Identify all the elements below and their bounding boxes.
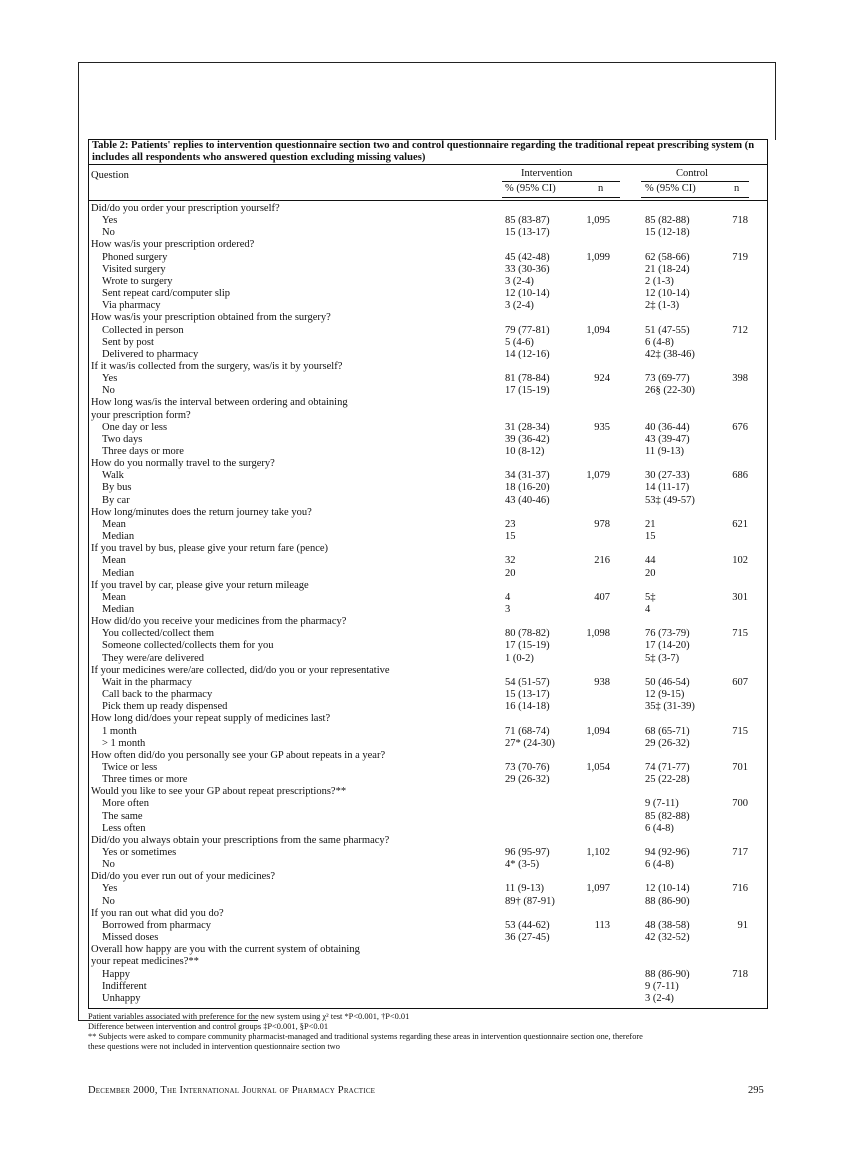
row-label: Happy — [102, 968, 130, 980]
intervention-pct: 17 (15-19) — [505, 640, 550, 652]
control-pct: 53‡ (49-57) — [645, 494, 695, 506]
intervention-n: 216 — [594, 555, 610, 567]
control-pct: 2‡ (1-3) — [645, 300, 680, 312]
table-row — [89, 762, 765, 774]
table-row — [89, 896, 765, 908]
intervention-pct: 85 (83-87) — [505, 215, 550, 227]
row-label: Delivered to pharmacy — [102, 348, 199, 360]
intervention-pct: 27* (24-30) — [505, 737, 555, 749]
question-row — [89, 580, 765, 592]
table-row — [89, 920, 765, 932]
control-pct: 21 — [645, 518, 656, 530]
row-label: No — [102, 895, 115, 907]
table-row — [89, 227, 765, 239]
intervention-pct: 34 (31-37) — [505, 470, 550, 482]
table-row — [89, 701, 765, 713]
intervention-pct: 39 (36-42) — [505, 433, 550, 445]
table-row — [89, 276, 765, 288]
row-label: Borrowed from pharmacy — [102, 919, 212, 931]
row-label: Wrote to surgery — [102, 275, 173, 287]
row-label: Three days or more — [102, 446, 184, 457]
row-label: Indifferent — [102, 980, 147, 992]
row-label: 1 month — [102, 725, 137, 737]
header-rule-top — [89, 164, 768, 165]
control-n: 301 — [732, 591, 748, 603]
table-row — [89, 738, 765, 750]
header-rule-bottom — [89, 200, 768, 201]
control-n: 715 — [732, 628, 748, 640]
control-pct: 40 (36-44) — [645, 421, 690, 433]
intervention-n: 938 — [594, 676, 610, 688]
control-pct: 15 (12-18) — [645, 227, 690, 239]
control-n: 398 — [732, 373, 748, 385]
table-row — [89, 325, 765, 337]
row-label: Visited surgery — [102, 263, 166, 275]
row-label: Someone collected/collects them for you — [102, 640, 274, 652]
intervention-pct: 73 (70-76) — [505, 761, 550, 773]
table-row — [89, 215, 765, 227]
control-pct: 6 (4-8) — [645, 822, 674, 834]
intervention-pct: 54 (51-57) — [505, 676, 550, 688]
table-row — [89, 434, 765, 446]
intervention-group-rule — [502, 181, 620, 182]
row-label: How long did/does your repeat supply of medicines last? — [91, 713, 331, 725]
question-row — [89, 908, 765, 920]
control-pct: 21 (18-24) — [645, 263, 690, 275]
row-label: Call back to the pharmacy — [102, 689, 213, 700]
control-col-rule — [641, 197, 749, 198]
table-row — [89, 264, 765, 276]
control-n: 719 — [732, 251, 748, 263]
row-label: How long was/is the interval between ordering and obtaining — [91, 397, 348, 409]
header-control-pct: % (95% CI) — [645, 183, 696, 194]
row-label: Collected in person — [102, 324, 184, 336]
table-row — [89, 531, 765, 543]
footnote-2: Difference between intervention and control groups ‡P<0.001, §P<0.01 — [88, 1022, 329, 1031]
intervention-pct: 3 (2-4) — [505, 300, 534, 312]
table-row — [89, 252, 765, 264]
control-n: 621 — [732, 518, 748, 530]
control-pct: 3 (2-4) — [645, 992, 674, 1004]
control-n: 700 — [732, 798, 748, 810]
intervention-pct: 33 (30-36) — [505, 263, 550, 275]
control-pct: 74 (71-77) — [645, 761, 690, 773]
question-row — [89, 616, 765, 628]
table-row — [89, 592, 765, 604]
control-pct: 29 (26-32) — [645, 737, 690, 749]
question-row — [89, 956, 765, 968]
control-pct: 2 (1-3) — [645, 275, 674, 287]
control-n: 712 — [732, 324, 748, 336]
intervention-pct: 31 (28-34) — [505, 421, 550, 433]
control-n: 91 — [737, 919, 748, 931]
control-pct: 25 (22-28) — [645, 774, 690, 786]
intervention-pct: 12 (10-14) — [505, 288, 550, 300]
control-pct: 6 (4-8) — [645, 859, 674, 871]
intervention-pct: 79 (77-81) — [505, 324, 550, 336]
page-frame-right — [775, 62, 776, 140]
table-row — [89, 568, 765, 580]
table-row — [89, 640, 765, 652]
row-label: How was/is your prescription obtained from the surgery? — [91, 312, 331, 324]
table-row — [89, 604, 765, 616]
row-label: Pick them up ready dispensed — [102, 701, 228, 713]
row-label: How was/is your prescription ordered? — [91, 239, 255, 251]
row-label: They were/are delivered — [102, 652, 205, 664]
row-label: Median — [102, 531, 135, 542]
row-label: Mean — [102, 591, 126, 603]
table-row — [89, 847, 765, 859]
intervention-pct: 96 (95-97) — [505, 847, 550, 858]
row-label: Missed doses — [102, 932, 159, 943]
table-row — [89, 798, 765, 810]
row-label: > 1 month — [102, 737, 146, 749]
control-n: 607 — [732, 676, 748, 688]
intervention-pct: 36 (27-45) — [505, 932, 550, 943]
table-row — [89, 628, 765, 640]
control-n: 716 — [732, 883, 748, 895]
question-row — [89, 239, 765, 251]
footnote-3: ** Subjects were asked to compare community pharmacist-managed and traditional systems regarding these areas in intervention questionnaire section one, therefore — [88, 1032, 643, 1041]
question-row — [89, 543, 765, 555]
intervention-pct: 15 (13-17) — [505, 227, 550, 239]
intervention-pct: 10 (8-12) — [505, 446, 545, 457]
intervention-pct: 15 — [505, 531, 516, 542]
intervention-n: 1,095 — [586, 215, 610, 227]
table-row — [89, 993, 765, 1005]
control-pct: 17 (14-20) — [645, 640, 690, 652]
table-row — [89, 373, 765, 385]
intervention-pct: 16 (14-18) — [505, 701, 550, 713]
question-row — [89, 361, 765, 373]
table-row — [89, 823, 765, 835]
intervention-pct: 3 — [505, 604, 511, 615]
row-label: your prescription form? — [91, 409, 191, 421]
intervention-pct: 18 (16-20) — [505, 482, 550, 494]
intervention-pct: 29 (26-32) — [505, 774, 550, 786]
footnote-1: Patient variables associated with preference for the new system using χ² test *P<0.001, †P<0.01 — [88, 1012, 410, 1021]
control-pct: 76 (73-79) — [645, 628, 690, 640]
row-label: If you ran out what did you do? — [91, 907, 224, 919]
table-row — [89, 969, 765, 981]
control-n: 717 — [732, 847, 748, 858]
table-row — [89, 300, 765, 312]
intervention-n: 113 — [594, 919, 610, 931]
row-label: Mean — [102, 555, 126, 567]
question-row — [89, 458, 765, 470]
control-pct: 44 — [645, 555, 656, 567]
row-label: One day or less — [102, 421, 168, 433]
intervention-n: 978 — [594, 518, 610, 530]
table-row — [89, 349, 765, 361]
control-n: 715 — [732, 725, 748, 737]
table-row — [89, 883, 765, 895]
intervention-pct: 71 (68-74) — [505, 725, 550, 737]
row-label: Sent repeat card/computer slip — [102, 288, 230, 300]
control-pct: 9 (7-11) — [645, 798, 679, 810]
question-row — [89, 750, 765, 762]
control-pct: 9 (7-11) — [645, 980, 679, 992]
intervention-pct: 43 (40-46) — [505, 494, 550, 506]
control-n: 718 — [732, 215, 748, 227]
table-row — [89, 932, 765, 944]
intervention-n: 1,079 — [586, 470, 610, 482]
table-row — [89, 981, 765, 993]
table-row — [89, 470, 765, 482]
table-row — [89, 726, 765, 738]
header-control-n: n — [734, 183, 740, 194]
control-pct: 12 (10-14) — [645, 288, 690, 300]
control-n: 102 — [732, 555, 748, 567]
intervention-pct: 17 (15-19) — [505, 385, 550, 397]
page-number: 295 — [748, 1085, 764, 1096]
row-label: If it was/is collected from the surgery, was/is it by yourself? — [91, 361, 343, 372]
intervention-n: 1,097 — [586, 883, 610, 895]
table-footnotes — [88, 1012, 778, 1052]
control-pct: 48 (38-58) — [645, 919, 690, 931]
row-label: Did/do you order your prescription yourself? — [91, 203, 280, 214]
intervention-pct: 14 (12-16) — [505, 348, 550, 360]
intervention-n: 1,098 — [586, 628, 610, 640]
control-pct: 35‡ (31-39) — [645, 701, 695, 713]
table-row — [89, 385, 765, 397]
header-intervention-n: n — [598, 183, 604, 194]
row-label: By bus — [102, 482, 132, 494]
intervention-pct: 3 (2-4) — [505, 275, 534, 287]
table-row — [89, 677, 765, 689]
intervention-pct: 4 — [505, 591, 511, 603]
table-row — [89, 689, 765, 701]
intervention-pct: 80 (78-82) — [505, 628, 550, 640]
intervention-pct: 45 (42-48) — [505, 251, 550, 263]
row-label: No — [102, 859, 115, 871]
row-label: Mean — [102, 518, 126, 530]
row-label: How often did/do you personally see your GP about repeats in a year? — [91, 749, 386, 761]
row-label: If you travel by car, please give your return mileage — [91, 579, 309, 591]
row-label: How did/do you receive your medicines from the pharmacy? — [91, 616, 347, 628]
row-label: No — [102, 385, 115, 397]
header-control: Control — [676, 168, 709, 179]
table-row — [89, 422, 765, 434]
intervention-pct: 20 — [505, 567, 516, 579]
footer-journal: December 2000, The International Journal of Pharmacy Practice — [88, 1085, 376, 1096]
control-pct: 68 (65-71) — [645, 725, 690, 737]
row-label: You collected/collect them — [102, 628, 215, 640]
control-pct: 94 (92-96) — [645, 847, 690, 858]
intervention-n: 1,094 — [586, 725, 610, 737]
control-pct: 50 (46-54) — [645, 676, 690, 688]
row-label: Yes — [102, 883, 118, 895]
intervention-n: 935 — [594, 421, 610, 433]
control-pct: 12 (10-14) — [645, 883, 690, 895]
control-pct: 88 (86-90) — [645, 895, 690, 907]
control-n: 718 — [732, 968, 748, 980]
intervention-pct: 15 (13-17) — [505, 689, 550, 700]
intervention-pct: 5 (4-6) — [505, 336, 534, 348]
row-label: How long/minutes does the return journey take you? — [91, 506, 312, 518]
page-frame-left — [78, 62, 79, 1020]
table-row — [89, 811, 765, 823]
control-group-rule — [641, 181, 749, 182]
control-pct: 73 (69-77) — [645, 373, 690, 385]
row-label: Yes — [102, 373, 118, 385]
intervention-col-rule — [502, 197, 620, 198]
table-row — [89, 482, 765, 494]
row-label: If you travel by bus, please give your return fare (pence) — [91, 543, 329, 555]
table-row — [89, 859, 765, 871]
question-row — [89, 312, 765, 324]
intervention-pct: 11 (9-13) — [505, 883, 544, 895]
intervention-n: 407 — [594, 591, 610, 603]
control-pct: 20 — [645, 567, 656, 579]
intervention-n: 924 — [594, 373, 610, 385]
header-question: Question — [91, 170, 129, 181]
control-pct: 42 (32-52) — [645, 932, 690, 943]
question-row — [89, 786, 765, 798]
row-label: Did/do you ever run out of your medicines? — [91, 871, 275, 883]
control-pct: 43 (39-47) — [645, 433, 690, 445]
control-pct: 12 (9-15) — [645, 689, 685, 700]
control-pct: 51 (47-55) — [645, 324, 690, 336]
question-row — [89, 397, 765, 409]
row-label: If your medicines were/are collected, did/do you or your representative — [91, 664, 390, 676]
row-label: Median — [102, 567, 135, 579]
table-row — [89, 774, 765, 786]
row-label: The same — [102, 810, 143, 822]
table-row — [89, 653, 765, 665]
footnote-4: these questions were not included in intervention questionnaire section two — [88, 1042, 340, 1051]
control-pct: 14 (11-17) — [645, 482, 690, 494]
row-label: Three times or more — [102, 774, 188, 786]
question-row — [89, 665, 765, 677]
intervention-pct: 4* (3-5) — [505, 859, 540, 871]
question-row — [89, 507, 765, 519]
row-label: By car — [102, 494, 130, 506]
intervention-pct: 81 (78-84) — [505, 373, 550, 385]
intervention-pct: 89† (87-91) — [505, 895, 555, 907]
row-label: Yes — [102, 215, 118, 227]
table-row — [89, 555, 765, 567]
intervention-pct: 32 — [505, 555, 516, 567]
row-label: Twice or less — [102, 761, 158, 773]
control-n: 676 — [732, 421, 748, 433]
control-n: 701 — [732, 761, 748, 773]
row-label: your repeat medicines?** — [91, 956, 199, 968]
table-caption: Table 2: Patients' replies to intervention questionnaire section two and control questionnaire regarding the traditional repeat prescribing system (n includes all respondents who answered question excluding missing values) — [92, 140, 755, 163]
intervention-n: 1,094 — [586, 324, 610, 336]
table-row — [89, 337, 765, 349]
control-pct: 85 (82-88) — [645, 215, 690, 227]
intervention-n: 1,099 — [586, 251, 610, 263]
row-label: Via pharmacy — [102, 300, 161, 312]
row-label: Overall how happy are you with the current system of obtaining — [91, 944, 360, 956]
row-label: Median — [102, 604, 135, 615]
row-label: Did/do you always obtain your prescriptions from the same pharmacy? — [91, 834, 390, 846]
control-n: 686 — [732, 470, 748, 482]
intervention-pct: 23 — [505, 518, 516, 530]
intervention-n: 1,054 — [586, 761, 610, 773]
row-label: Sent by post — [102, 336, 154, 348]
table-row — [89, 288, 765, 300]
control-pct: 88 (86-90) — [645, 968, 690, 980]
control-pct: 26§ (22-30) — [645, 385, 695, 397]
question-row — [89, 713, 765, 725]
intervention-pct: 1 (0-2) — [505, 652, 534, 664]
header-intervention-pct: % (95% CI) — [505, 183, 556, 194]
control-pct: 15 — [645, 531, 656, 542]
row-label: Unhappy — [102, 992, 141, 1004]
control-pct: 11 (9-13) — [645, 446, 684, 457]
row-label: Wait in the pharmacy — [102, 676, 192, 688]
intervention-pct: 53 (44-62) — [505, 919, 550, 931]
header-intervention: Intervention — [521, 168, 573, 179]
row-label: How do you normally travel to the surgery? — [91, 458, 275, 470]
row-label: Would you like to see your GP about repeat prescriptions?** — [91, 786, 347, 798]
table-row — [89, 495, 765, 507]
control-pct: 4 — [645, 604, 651, 615]
control-pct: 62 (58-66) — [645, 251, 690, 263]
control-pct: 30 (27-33) — [645, 470, 690, 482]
intervention-n: 1,102 — [586, 847, 610, 858]
table-row — [89, 519, 765, 531]
question-row — [89, 835, 765, 847]
row-label: Yes or sometimes — [102, 847, 177, 858]
page-frame-top — [78, 62, 775, 63]
control-pct: 5‡ (3-7) — [645, 652, 680, 664]
question-row — [89, 871, 765, 883]
control-pct: 5‡ — [645, 591, 656, 603]
row-label: Phoned surgery — [102, 251, 168, 263]
question-row — [89, 410, 765, 422]
question-row — [89, 203, 765, 215]
control-pct: 42‡ (38-46) — [645, 348, 695, 360]
row-label: Walk — [102, 470, 124, 482]
control-pct: 6 (4-8) — [645, 336, 674, 348]
table-row — [89, 446, 765, 458]
row-label: Two days — [102, 433, 143, 445]
row-label: Less often — [102, 822, 146, 834]
question-row — [89, 944, 765, 956]
row-label: No — [102, 227, 115, 239]
control-pct: 85 (82-88) — [645, 810, 690, 822]
row-label: More often — [102, 798, 149, 810]
